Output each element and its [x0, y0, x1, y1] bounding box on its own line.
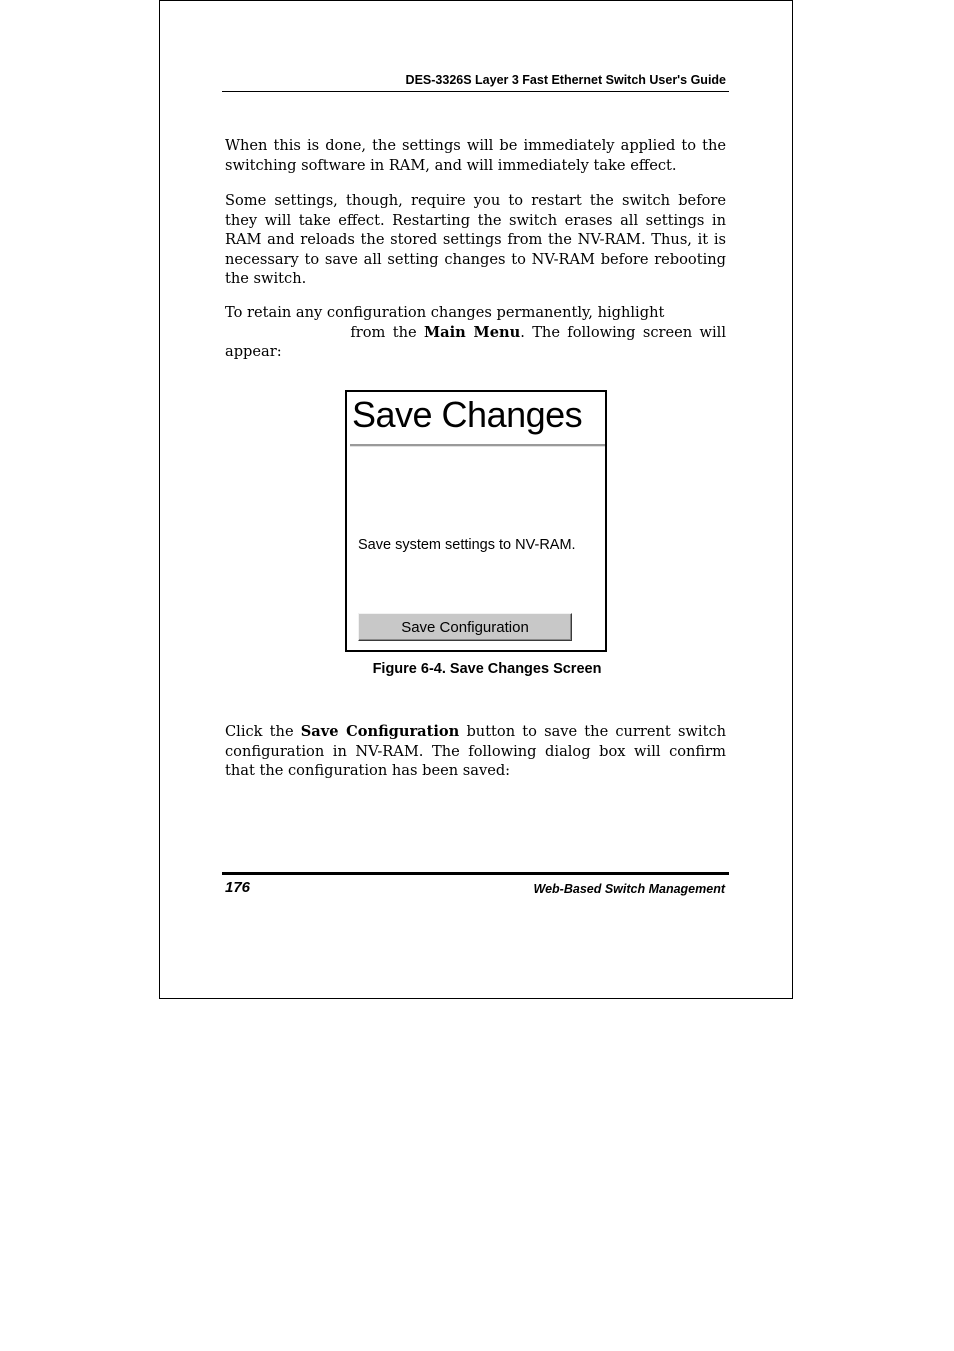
paragraph-restart: Some settings, though, require you to restart the switch before they will take effect. Restarting the switch erases all settings in RAM and reloads the stored settings from the NV-RAM. Thus, it is necessary to save all setting changes to NV-RAM before rebooting the switch.: [225, 192, 726, 287]
header-rule: [222, 91, 729, 92]
save-changes-screen: [345, 390, 607, 652]
footer-rule: [222, 872, 729, 875]
running-footer: Web-Based Switch Management: [533, 882, 725, 896]
page-number: 176: [225, 879, 251, 896]
paragraph-click-start: Click the: [225, 723, 294, 740]
main-menu-term: Main Menu: [423, 323, 521, 341]
paragraph-click-end: button to save the current switch configuration in NV-RAM. The following dialog box will confirm that the configuration has been saved:: [225, 723, 727, 779]
screen-title-rule: [350, 444, 605, 447]
paragraph-retain-end: . The following screen will appear:: [225, 323, 727, 360]
figure-caption: Figure 6-4. Save Changes Screen: [372, 661, 602, 677]
paragraph-retain-start: To retain any configuration changes permanently, highlight: [225, 304, 665, 321]
screen-title: Save Changes: [352, 394, 583, 435]
save-configuration-term: Save Configuration: [300, 723, 460, 740]
running-header: DES-3326S Layer 3 Fast Ethernet Switch User's Guide: [405, 73, 726, 87]
paragraph-retain: [225, 303, 726, 362]
screen-message: Save system settings to NV-RAM.: [358, 537, 576, 553]
paragraph-applied: When this is done, the settings will be immediately applied to the switching software in RAM, and will immediately take effect.: [225, 137, 726, 174]
save-configuration-button[interactable]: Save Configuration: [358, 613, 572, 641]
paragraph-click: [225, 722, 726, 781]
paragraph-retain-mid: from the: [350, 323, 417, 341]
